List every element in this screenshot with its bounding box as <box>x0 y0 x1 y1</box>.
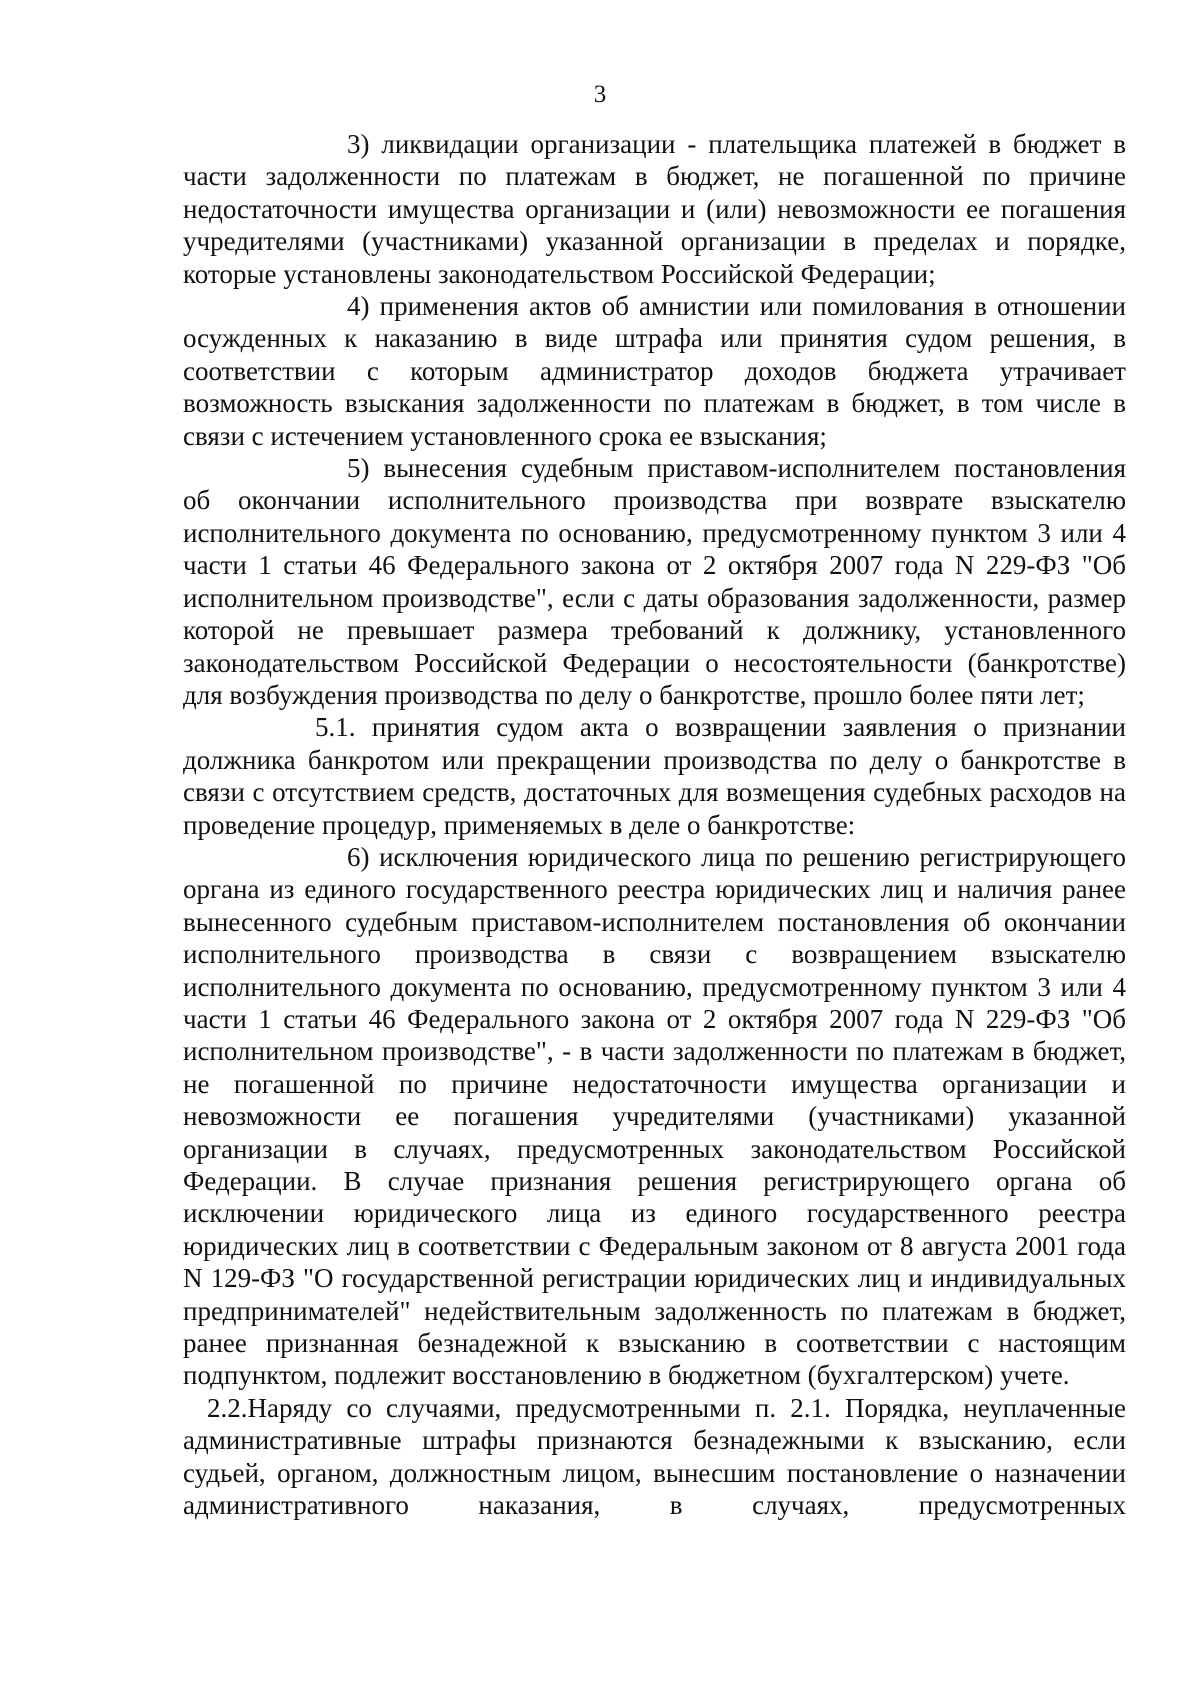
paragraph-text: Наряду со случаями, предусмотренными п. 2.1. Порядка, неуплаченные административные штрафы признаются безнадежными к взысканию, если судьей, органом, должностным лицом, вынесшим постановление о назначении административного наказания, в случаях, предусмотренных <box>183 1392 1126 1521</box>
paragraph-text: исключения юридического лица по решению регистрирующего органа из единого государственного реестра юридических лиц и наличия ранее вынесенного судебным приставом-исполнителем постановления об окончании исполнительного производства в связи с возвращением взыскателю исполнительного документа по основанию, предусмотренному пунктом 3 или 4 части 1 статьи 46 Федерального закона от 2 октября 2007 года N 229-ФЗ "Об исполнительном производстве", - в части задолженности по платежам в бюджет, не погашенной по причине недостаточности имущества организации и невозможности ее погашения учредителями (участниками) указанной организации в случаях, предусмотренных законодательством Российской Федерации. В случае признания решения регистрирующего органа об исключении юридического лица из единого государственного реестра юридических лиц в соответствии с Федеральным законом от 8 августа 2001 года N 129-ФЗ "О государственной регистрации юридических лиц и индивидуальных предпринимателей" недействительным задолженность по платежам в бюджет, ранее признанная безнадежной к взысканию в соответствии с настоящим подпунктом, подлежит восстановлению в бюджетном (бухгалтерском) учете. <box>183 841 1127 1391</box>
paragraph-section-2-2 <box>183 1392 1126 1522</box>
paragraph-marker: 2.2. <box>207 1392 248 1423</box>
paragraph-marker: 5) <box>347 453 370 484</box>
paragraph-text: вынесения судебным приставом-исполнителем постановления об окончании исполнительного производства при возврате взыскателю исполнительного документа по основанию, предусмотренному пунктом 3 или 4 части 1 статьи 46 Федерального закона от 2 октября 2007 года N 229-ФЗ "Об исполнительном производстве", если с даты образования задолженности, размер которой не превышает размера требований к должнику, установленного законодательством Российской Федерации о несостоятельности (банкротстве) для возбуждения производства по делу о банкротстве, прошло более пяти лет; <box>183 453 1127 710</box>
paragraph-item-6 <box>183 841 1126 1392</box>
paragraph-marker: 6) <box>347 841 370 872</box>
paragraph-marker: 4) <box>347 291 370 322</box>
paragraph-text: ликвидации организации - плательщика платежей в бюджет в части задолженности по платежам в бюджет, не погашенной по причине недостаточности имущества организации и (или) невозможности ее погашения учредителями (участниками) указанной организации в пределах и порядке, которые установлены законодательством Российской Федерации; <box>183 129 1126 289</box>
paragraph-item-5-1 <box>183 711 1126 841</box>
paragraph-marker: 5.1. <box>315 712 356 743</box>
paragraph-item-4 <box>183 290 1126 452</box>
document-body <box>183 128 1126 1521</box>
paragraph-marker: 3) <box>347 129 370 159</box>
page-number: 3 <box>593 81 607 108</box>
paragraph-item-3 <box>183 128 1126 290</box>
paragraph-text: принятия судом акта о возвращении заявления о признании должника банкротом или прекращении производства по делу о банкротстве в связи с отсутствием средств, достаточных для возмещения судебных расходов на проведение процедур, применяемых в деле о банкротстве: <box>183 712 1126 840</box>
paragraph-item-5 <box>183 452 1126 711</box>
paragraph-text: применения актов об амнистии или помилования в отношении осужденных к наказанию в виде штрафа или принятия судом решения, в соответствии с которым администратор доходов бюджета утрачивает возможность взыскания задолженности по платежам в бюджет, в том числе в связи с истечением установленного срока ее взыскания; <box>183 291 1126 451</box>
